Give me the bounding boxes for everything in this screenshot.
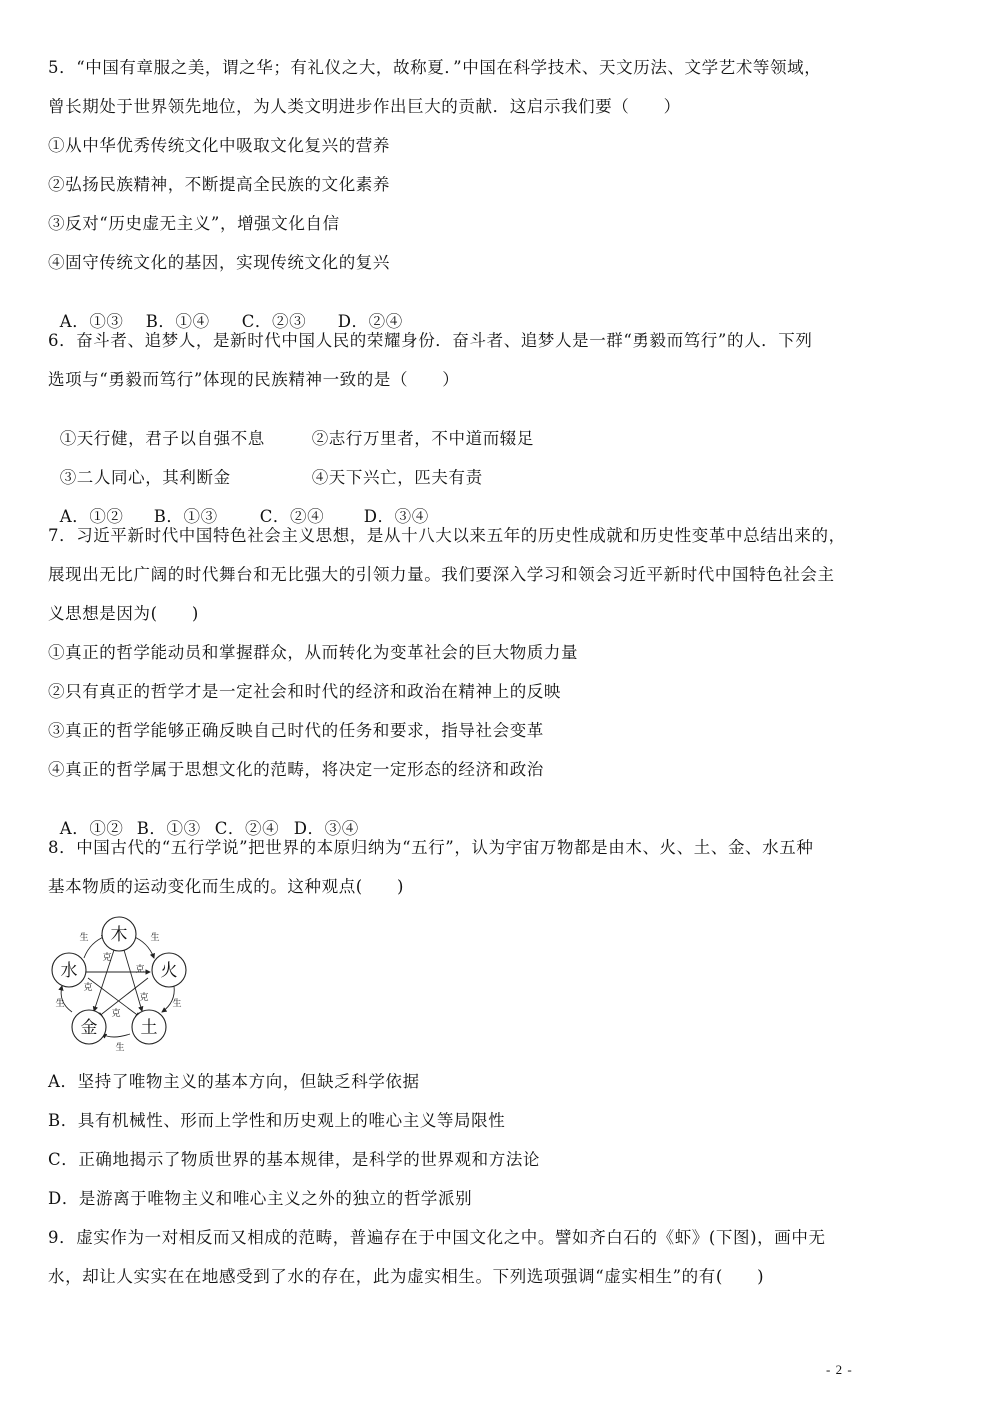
q7-item-2: ②只有真正的哲学才是一定社会和时代的经济和政治在精神上的反映 [48,682,561,701]
label-generate-1: 生 [79,933,89,943]
label-generate-4: 生 [55,999,65,1009]
label-overcome-5: 克 [111,1009,121,1019]
label-generate-3: 生 [172,999,182,1009]
label-overcome-3: 克 [83,983,93,993]
label-overcome-1: 克 [102,953,112,963]
q9-stem-line-1: 9．虚实作为一对相反而又相成的范畴，普遍存在于中国文化之中。譬如齐白石的《虾》(下图)，画中无 [48,1228,826,1247]
q5-stem-line-1: 5．“中国有章服之美，谓之华；有礼仪之大，故称夏．”中国在科学技术、天文历法、文学艺术等领域， [48,58,822,77]
q5-item-4: ④固守传统文化的基因，实现传统文化的复兴 [48,253,390,272]
element-wood: 木 [110,925,128,945]
q5-option-a[interactable]: A．①③ [59,312,124,331]
q7-item-1: ①真正的哲学能动员和掌握群众，从而转化为变革社会的巨大物质力量 [48,643,579,662]
overcome-cycle-arrows [86,950,150,1017]
q6-item-3: ③二人同心，其利断金 [59,468,231,487]
q9-stem-line-2: 水，却让人实实在在地感受到了水的存在，此为虚实相生。下列选项强调“虚实相生”的有( ) [48,1267,765,1286]
q7-option-a[interactable]: A．①② [59,819,124,838]
q7-stem-line-1: 7．习近平新时代中国特色社会主义思想，是从十八大以来五年的历史性成就和历史性变革中总结出来的， [48,526,846,545]
q7-item-3: ③真正的哲学能够正确反映自己时代的任务和要求，指导社会变革 [48,721,544,740]
q6-item-1: ①天行健，君子以自强不息 [59,429,265,448]
element-water: 水 [60,961,78,981]
q5-option-d[interactable]: D．②④ [337,312,403,331]
q8-option-a[interactable]: A．坚持了唯物主义的基本方向，但缺乏科学依据 [48,1072,420,1091]
q7-stem-line-2: 展现出无比广阔的时代舞台和无比强大的引领力量。我们要深入学习和领会习近平新时代中国特色社会主 [48,565,835,584]
label-generate-2: 生 [150,933,160,943]
q7-option-b[interactable]: B．①③ [136,819,201,838]
q8-option-b[interactable]: B．具有机械性、形而上学性和历史观上的唯心主义等局限性 [48,1111,506,1130]
element-earth: 土 [140,1018,158,1038]
q7-item-4: ④真正的哲学属于思想文化的范畴，将决定一定形态的经济和政治 [48,760,544,779]
q5-option-c[interactable]: C．②③ [241,312,307,331]
q5-options [48,292,403,332]
q8-option-d[interactable]: D．是游离于唯物主义和唯心主义之外的独立的哲学派别 [48,1189,473,1208]
q6-option-b[interactable]: B．①③ [153,507,218,526]
q6-stem-line-2: 选项与“勇毅而笃行”体现的民族精神一致的是（ ） [48,370,460,389]
q6-items-row-1 [48,409,534,449]
q8-stem-line-1: 8．中国古代的“五行学说”把世界的本原归纳为“五行”，认为宇宙万物都是由木、火、土、金、水五种 [48,838,814,857]
q5-item-1: ①从中华优秀传统文化中吸取文化复兴的营养 [48,136,390,155]
q8-option-c[interactable]: C．正确地揭示了物质世界的基本规律，是科学的世界观和方法论 [48,1150,541,1169]
arrow-earth-to-metal [102,1034,130,1037]
five-elements-diagram [44,914,194,1054]
q6-option-a[interactable]: A．①② [59,507,124,526]
q7-option-d[interactable]: D．③④ [293,819,359,838]
label-generate-5: 生 [115,1043,125,1053]
q6-stem-line-1: 6．奋斗者、追梦人，是新时代中国人民的荣耀身份．奋斗者、追梦人是一群“勇毅而笃行”的人．下列 [48,331,813,350]
q6-options [48,487,429,527]
q7-option-c[interactable]: C．②④ [214,819,280,838]
q8-stem-line-2: 基本物质的运动变化而生成的。这种观点( ) [48,877,405,896]
q5-item-3: ③反对“历史虚无主义”，增强文化自信 [48,214,340,233]
element-metal: 金 [80,1018,98,1038]
q6-option-c[interactable]: C．②④ [259,507,325,526]
q7-stem-line-3: 义思想是因为( ) [48,604,199,623]
page-number: - 2 - [826,1362,853,1377]
q5-item-2: ②弘扬民族精神，不断提高全民族的文化素养 [48,175,390,194]
q5-option-b[interactable]: B．①④ [145,312,210,331]
q6-option-d[interactable]: D．③④ [363,507,429,526]
label-overcome-4: 克 [139,993,149,1003]
element-fire: 火 [160,961,178,981]
q6-item-4: ④天下兴亡，匹夫有责 [311,468,483,487]
q5-stem-line-2: 曾长期处于世界领先地位，为人类文明进步作出巨大的贡献．这启示我们要（ ） [48,97,681,116]
q7-options [48,799,359,839]
q6-item-2: ②志行万里者，不中道而辍足 [311,429,535,448]
label-overcome-2: 克 [135,965,145,975]
q6-items-row-2 [48,448,483,488]
